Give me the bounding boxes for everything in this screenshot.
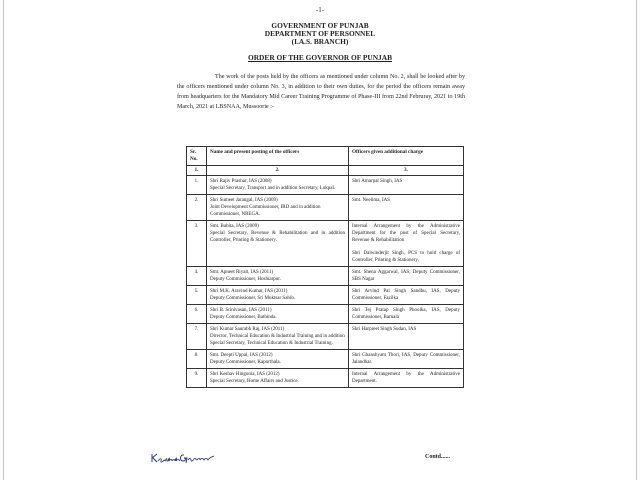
- table-row: [187, 221, 464, 267]
- column-number: 1.: [187, 166, 207, 176]
- row-sr-no: 2.: [187, 195, 207, 221]
- row-additional-charge: [349, 267, 464, 286]
- table-header-row: [187, 147, 464, 166]
- officer-posting: Deputy Commissioner, Hoshiarpur.: [210, 277, 281, 282]
- header-government: GOVERNMENT OF PUNJAB: [271, 21, 369, 30]
- row-additional-charge: [349, 350, 464, 369]
- officer-posting: Joint Development Commissioner, IRD and in addition Commissioner, NREGA.: [210, 205, 321, 217]
- row-additional-charge: [349, 195, 464, 221]
- officers-table: [186, 146, 464, 388]
- row-sr-no: 1.: [187, 176, 207, 195]
- row-sr-no: 9.: [187, 369, 207, 388]
- header-branch: (I.A.S. BRANCH): [291, 37, 349, 46]
- charge-officer: Internal Arrangement by the Administrative Department.: [352, 372, 460, 384]
- order-title: ORDER OF THE GOVERNOR OF PUNJAB: [247, 53, 393, 62]
- charge-officer: Shri Amarpal Singh, IAS: [352, 179, 403, 184]
- row-additional-charge: [349, 369, 464, 388]
- officer-name: Smt. Babita, IAS (2009): [210, 224, 259, 229]
- table-body: [187, 176, 464, 388]
- row-officer: [207, 195, 349, 221]
- charge-officer: Smt. Neelima, IAS: [352, 198, 391, 203]
- officer-posting: Director, Technical Education & Industrial Training and in addition Special Secretary, Technical Education & Industrial Training.: [210, 334, 345, 346]
- header-additional-charge: Officers given additional charge: [349, 147, 464, 166]
- row-officer: [207, 350, 349, 369]
- officer-posting: Special Secretary, Revenue & Rehabilitation and in addition Controller, Printing & Stationery.: [210, 231, 345, 243]
- header-sr-no: Sr. No.: [187, 147, 207, 166]
- officer-posting: Deputy Commissioner, Kapurthala.: [210, 360, 281, 365]
- officer-name: Shri M.K. Aravind Kumar, IAS (2011): [210, 289, 288, 294]
- table-row: [187, 286, 464, 305]
- officer-name: Shri Rajiv Prashar, IAS (2008): [210, 179, 272, 184]
- officer-posting: Deputy Commissioner, Bathinda.: [210, 315, 277, 320]
- page-number: -1-: [315, 6, 325, 14]
- row-sr-no: 6.: [187, 305, 207, 324]
- signature: [148, 448, 218, 468]
- row-sr-no: 8.: [187, 350, 207, 369]
- row-additional-charge: [349, 324, 464, 350]
- officer-name: Shri Keshav Hingonia, IAS (2012): [210, 372, 280, 377]
- officer-posting: Special Secretary, Home Affairs and Justice.: [210, 379, 299, 384]
- officer-name: Shri Kumar Saurabh Raj, IAS (2011): [210, 327, 285, 332]
- row-additional-charge: [349, 221, 464, 267]
- header-department: DEPARTMENT OF PERSONNEL: [264, 29, 376, 38]
- charge-officer: Internal Arrangement by the Administrative Department for the post of Special Secretary, Revenue & Rehabilitation: [352, 224, 460, 243]
- charge-officer: Shri Harpreet Singh Sudan, IAS: [352, 327, 417, 332]
- row-officer: [207, 221, 349, 267]
- row-additional-charge: [349, 286, 464, 305]
- column-number: 3.: [349, 166, 464, 176]
- table-row: [187, 305, 464, 324]
- column-number: 2.: [207, 166, 349, 176]
- column-number-row: [187, 166, 464, 176]
- charge-officer-secondary: Shri Dalwinderjit Singh, PCS to hold charge of Controller, Printing & Stationery.: [352, 251, 460, 263]
- row-sr-no: 7.: [187, 324, 207, 350]
- table-row: [187, 324, 464, 350]
- row-additional-charge: [349, 176, 464, 195]
- table-row: [187, 176, 464, 195]
- row-additional-charge: [349, 305, 464, 324]
- table-row: [187, 350, 464, 369]
- contd-label: Contd......: [425, 454, 451, 460]
- charge-officer: Shri Ghanshyam Thori, IAS, Deputy Commissioner, Jalandhar.: [352, 353, 460, 365]
- row-officer: [207, 286, 349, 305]
- header-name-posting: Name and present posting of the officers: [207, 147, 349, 166]
- officer-name: Smt. Apneet Riyait, IAS (2011): [210, 270, 274, 275]
- officer-posting: Deputy Commissioner, Sri Muktsar Sahib.: [210, 296, 296, 301]
- table-row: [187, 369, 464, 388]
- row-sr-no: 5.: [187, 286, 207, 305]
- row-sr-no: 3.: [187, 221, 207, 267]
- row-officer: [207, 305, 349, 324]
- charge-officer: Shri Arvind Pal Singh Sandhu, IAS, Deputy Commissioner, Fazilka: [352, 289, 460, 301]
- officer-name: Smt. Deepti Uppal, IAS (2012): [210, 353, 273, 358]
- row-officer: [207, 176, 349, 195]
- officer-name: Shri B. Srinivasan, IAS (2011): [210, 308, 272, 313]
- charge-officer: Smt. Shena Aggarwal, IAS, Deputy Commissioner, SBS Nagar: [352, 270, 460, 282]
- intro-paragraph: The work of the posts held by the officers as mentioned under column No. 2, shall be looked after by the officers mentioned under column No. 3, in addition to their own duties, for the period the officers remain away from headquarters for the Mandatory Mid Career Training Programme of Phase-III from 22nd Februray, 2021 to 19th March, 2021 at LBSNAA, Mussoorie :-: [177, 74, 465, 110]
- charge-officer: Shri Tej Pratap Singh Phoolka, IAS, Deputy Commissioner, Barnala: [352, 308, 460, 320]
- officer-name: Shri Sumeet Jarangal, IAS (2009): [210, 198, 278, 203]
- row-officer: [207, 369, 349, 388]
- officer-posting: Special Secretary, Transport and in addition Secretary, Lokpal.: [210, 186, 336, 191]
- table-row: [187, 267, 464, 286]
- row-officer: [207, 324, 349, 350]
- table-row: [187, 195, 464, 221]
- row-officer: [207, 267, 349, 286]
- row-sr-no: 4.: [187, 267, 207, 286]
